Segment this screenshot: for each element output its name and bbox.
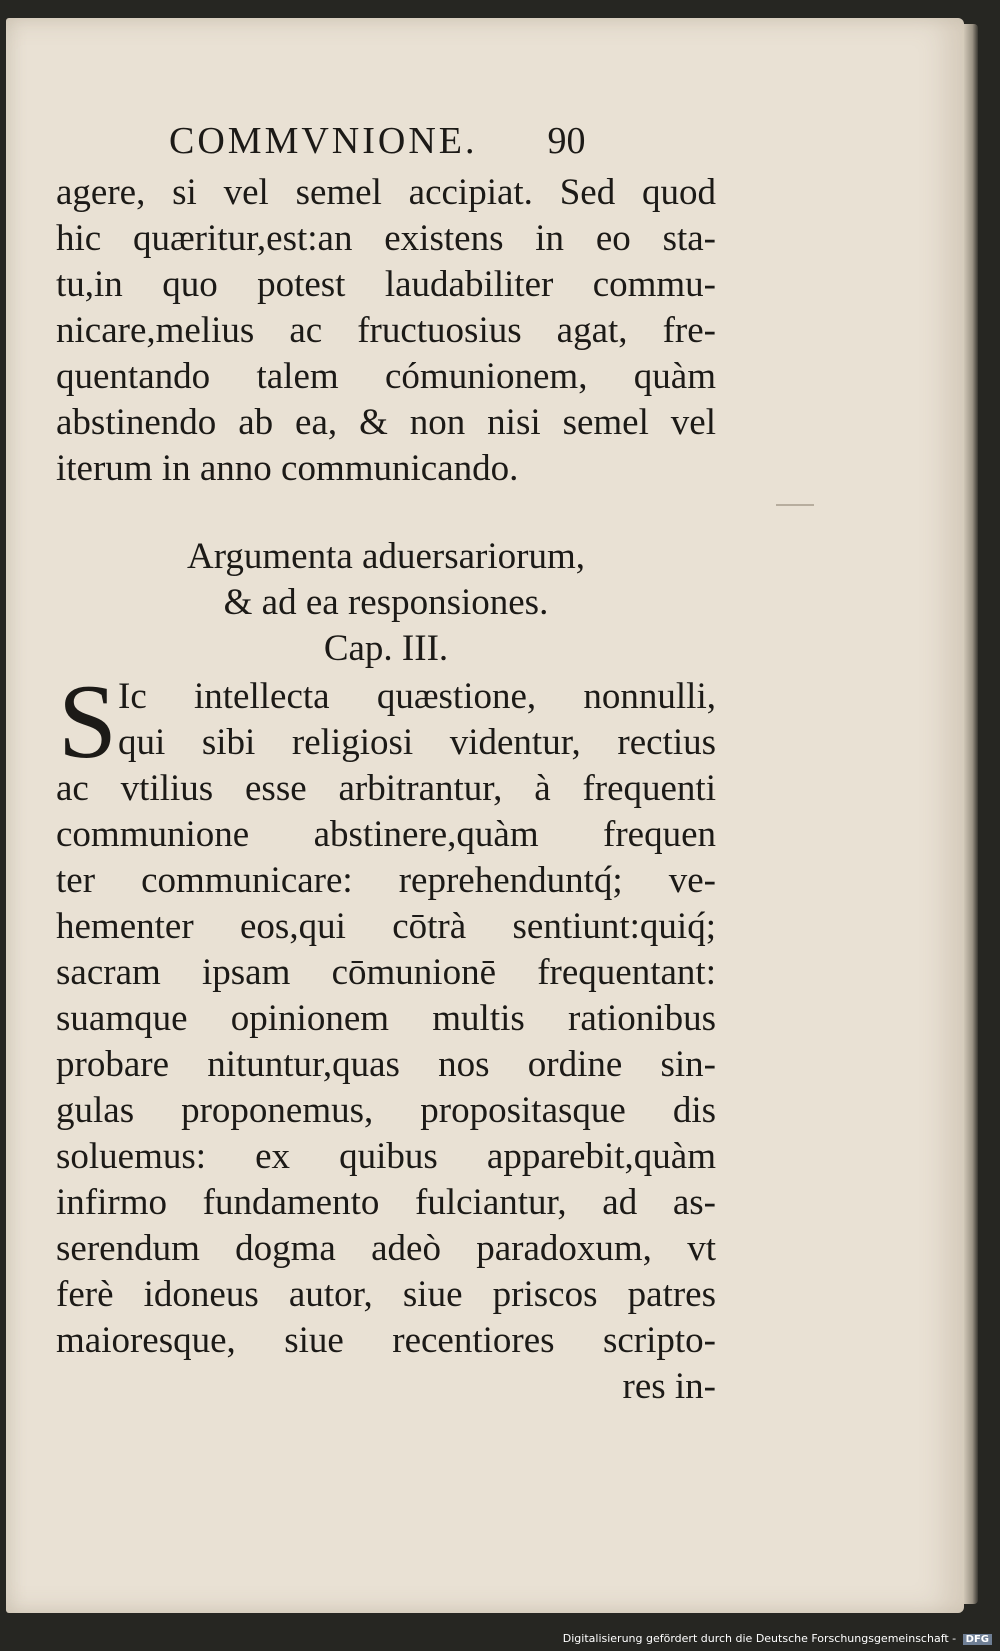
paragraph-1 <box>56 170 716 492</box>
text-line: nicare,melius ac fructuosius agat, fre- <box>56 310 716 351</box>
digitization-credit <box>563 1632 992 1645</box>
text-line: gulas proponemus, propositasque dis <box>56 1090 716 1131</box>
catchword: res in- <box>622 1366 716 1407</box>
margin-mark <box>776 504 814 506</box>
text-line: iterum in anno communicando. <box>56 448 519 489</box>
page-number: 90 <box>547 120 586 162</box>
text-line: suamque opinionem multis rationibus <box>56 998 716 1039</box>
text-line: Ic intellecta quæstione, nonnulli, <box>118 676 716 717</box>
text-line: ferè idoneus autor, siue priscos patres <box>56 1274 716 1315</box>
text-line: maioresque, siue recentiores scripto- <box>56 1320 716 1361</box>
credit-text: Digitalisierung gefördert durch die Deutsche Forschungsgemeinschaft - <box>562 1632 957 1645</box>
book-page <box>6 18 964 1613</box>
section-title-line: Argumenta aduersariorum, <box>187 536 585 577</box>
text-line: probare nituntur,quas nos ordine sin- <box>56 1044 716 1085</box>
text-line: qui sibi religiosi videntur, rectius <box>118 722 716 763</box>
paragraph-2 <box>56 663 716 1410</box>
text-line: ac vtilius esse arbitrantur, à frequenti <box>56 768 716 809</box>
drop-cap: S <box>58 663 117 780</box>
text-line: tu,in quo potest laudabiliter commu- <box>56 264 716 305</box>
text-line: agere, si vel semel accipiat. Sed quod <box>56 172 716 213</box>
section-gap <box>56 492 716 534</box>
text-line: hementer eos,qui cōtrà sentiunt:quiq́; <box>56 906 716 947</box>
dfg-logo: DFG <box>963 1634 992 1645</box>
text-line: infirmo fundamento fulciantur, ad as- <box>56 1182 716 1223</box>
text-line: abstinendo ab ea, & non nisi semel vel <box>56 402 716 443</box>
text-line: quentando talem cómunionem, quàm <box>56 356 716 397</box>
text-line: communione abstinere,quàm frequen <box>56 814 716 855</box>
chapter-label: Cap. III. <box>323 628 449 669</box>
section-title-line: & ad ea responsiones. <box>223 582 549 623</box>
running-header <box>56 118 716 170</box>
text-line: sacram ipsam cōmunionē frequentant: <box>56 952 716 993</box>
text-line: ter communicare: reprehenduntq́; ve- <box>56 860 716 901</box>
text-block <box>56 118 716 1410</box>
section-heading <box>56 534 716 672</box>
text-line: soluemus: ex quibus apparebit,quàm <box>56 1136 716 1177</box>
text-line: serendum dogma adeò paradoxum, vt <box>56 1228 716 1269</box>
text-line: hic quæritur,est:an existens in eo sta- <box>56 218 716 259</box>
running-title: COMMVNIONE. <box>169 120 478 162</box>
